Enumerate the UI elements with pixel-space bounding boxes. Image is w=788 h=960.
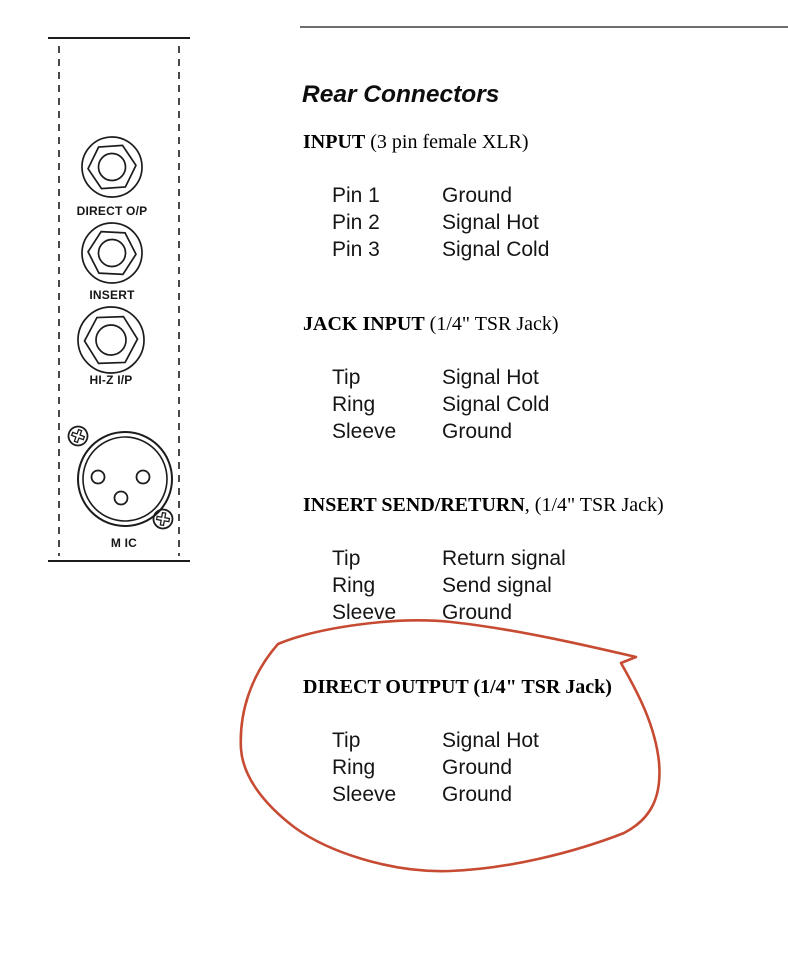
pin-term: Pin 1 bbox=[332, 184, 380, 207]
section-heading-rest: (1/4" TSR Jack) bbox=[424, 313, 559, 335]
section-heading-rest: (3 pin female XLR) bbox=[365, 131, 529, 153]
pin-desc: Ground bbox=[442, 756, 513, 779]
section-heading-direct-output bbox=[303, 674, 612, 700]
table-row bbox=[332, 236, 549, 263]
pin-term: Ring bbox=[332, 393, 376, 416]
pin-term: Pin 2 bbox=[332, 211, 380, 234]
pin-desc: Return signal bbox=[442, 547, 566, 570]
direct-op-jack-icon bbox=[80, 135, 144, 199]
pin-term: Sleeve bbox=[332, 783, 397, 806]
pin-desc: Signal Hot bbox=[442, 211, 539, 234]
insert-jack-icon bbox=[80, 221, 143, 284]
screw-icon bbox=[66, 424, 90, 448]
pin-term: Sleeve bbox=[332, 601, 397, 624]
hiz-label: HI-Z I/P bbox=[89, 373, 133, 387]
page-title: Rear Connectors bbox=[302, 81, 500, 108]
pin-term: Tip bbox=[332, 366, 361, 389]
table-row bbox=[332, 364, 549, 391]
table-row bbox=[332, 599, 566, 626]
section-heading-insert bbox=[303, 492, 664, 518]
pin-term: Tip bbox=[332, 547, 361, 570]
section-heading-bold: INSERT SEND/RETURN bbox=[303, 494, 525, 516]
table-row bbox=[332, 727, 539, 754]
pin-desc: Ground bbox=[442, 184, 513, 207]
pin-term: Pin 3 bbox=[332, 238, 380, 261]
section-heading-input bbox=[303, 129, 529, 155]
pin-desc: Signal Hot bbox=[442, 366, 539, 389]
mic-label: M IC bbox=[110, 536, 138, 550]
table-row bbox=[332, 182, 549, 209]
table-row bbox=[332, 545, 566, 572]
direct-op-label: DIRECT O/P bbox=[76, 204, 148, 218]
table-row bbox=[332, 754, 539, 781]
section-heading-jack-input bbox=[303, 311, 559, 337]
pin-desc: Ground bbox=[442, 601, 513, 624]
table-row bbox=[332, 391, 549, 418]
section-heading-rest: , (1/4" TSR Jack) bbox=[524, 494, 664, 516]
pin-table-jack-input bbox=[332, 364, 549, 445]
section-heading-bold: INPUT bbox=[303, 131, 366, 153]
rear-panel-diagram bbox=[40, 0, 200, 580]
table-row bbox=[332, 209, 549, 236]
pin-term: Tip bbox=[332, 729, 361, 752]
pin-desc: Ground bbox=[442, 783, 513, 806]
insert-label: INSERT bbox=[89, 288, 135, 302]
pin-desc: Send signal bbox=[442, 574, 552, 597]
pin-table-insert bbox=[332, 545, 566, 626]
screw-icon bbox=[152, 508, 174, 530]
table-row bbox=[332, 418, 549, 445]
pin-desc: Signal Cold bbox=[442, 393, 550, 416]
hiz-jack-icon bbox=[77, 306, 145, 374]
pin-desc: Signal Cold bbox=[442, 238, 550, 261]
table-row bbox=[332, 572, 566, 599]
pin-table-direct-output bbox=[332, 727, 539, 808]
section-heading-bold: JACK INPUT bbox=[303, 313, 425, 335]
pin-desc: Ground bbox=[442, 420, 513, 443]
table-row bbox=[332, 781, 539, 808]
pin-desc: Signal Hot bbox=[442, 729, 539, 752]
pin-term: Sleeve bbox=[332, 420, 397, 443]
section-heading-bold: DIRECT OUTPUT (1/4" TSR Jack) bbox=[303, 676, 612, 698]
pin-term: Ring bbox=[332, 756, 376, 779]
pin-term: Ring bbox=[332, 574, 376, 597]
pin-table-input bbox=[332, 182, 549, 263]
top-rule bbox=[300, 26, 788, 28]
